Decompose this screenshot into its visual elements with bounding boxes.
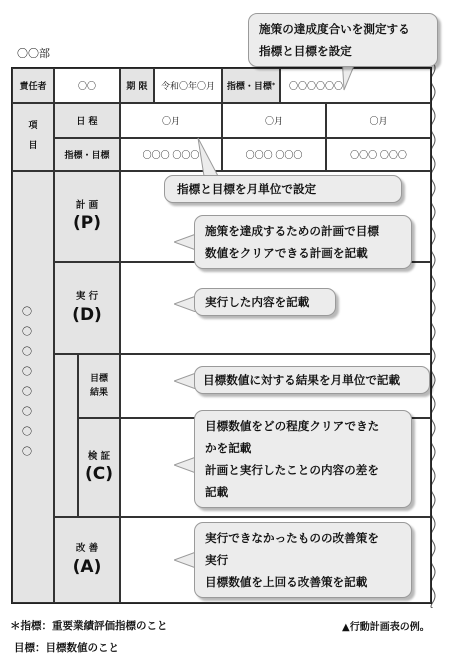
footnote-indicator: ＊指標：重要業績評価指標のこと: [10, 620, 168, 632]
plan-title: 計 画: [75, 199, 99, 211]
monthly-callout-tail: [196, 136, 220, 178]
plan-callout-line-1: 施策を達成するための計画で目標: [205, 224, 379, 238]
activity-dot-6: 〇: [22, 407, 32, 418]
responsible-label: 責任者: [12, 68, 54, 103]
department-label: 〇〇部: [17, 47, 50, 60]
do-title: 実 行: [75, 291, 99, 303]
act-callout-line-1: 実行できなかったものの改善策を: [205, 531, 379, 545]
indicator-value: 〇〇〇〇〇〇: [280, 68, 431, 103]
act-code: (A): [72, 556, 102, 577]
top-callout: [248, 13, 438, 67]
figure-caption: ▲行動計画表の例。: [342, 622, 430, 633]
indicator-label-text: 指標・目標: [226, 82, 272, 92]
top-callout-line-2: 指標と目標を設定: [259, 44, 352, 58]
do-section-label: [54, 262, 120, 354]
responsible-value: 〇〇: [54, 68, 120, 103]
plan-section-label: [54, 171, 120, 262]
check-section-label: [78, 418, 120, 517]
act-title: 改 善: [75, 543, 99, 555]
indicator-cell-1: 〇〇〇 〇〇〇: [120, 138, 222, 171]
schedule-month-2: 〇月: [222, 103, 326, 138]
schedule-month-1: 〇月: [120, 103, 222, 138]
activity-dot-5: 〇: [22, 387, 32, 398]
do-callout: [194, 288, 336, 316]
check-callout-line-4: 記載: [205, 485, 229, 499]
activity-dot-4: 〇: [22, 367, 32, 378]
activity-dot-1: 〇: [22, 307, 32, 318]
schedule-month-3: 〇月: [326, 103, 431, 138]
activity-dot-7: 〇: [22, 427, 32, 438]
indicator-cell-3: 〇〇〇 〇〇〇: [326, 138, 431, 171]
do-callout-line-1: 実行した内容を記載: [205, 295, 310, 309]
top-callout-line-1: 施策の達成度合いを測定する: [259, 22, 410, 36]
activity-dot-8: 〇: [22, 447, 32, 458]
indicator-row-label: 指標・目標: [54, 138, 120, 171]
act-callout: [194, 522, 412, 598]
act-callout-line-3: 目標数値を上回る改善策を記載: [205, 575, 368, 589]
plan-callout-line-2: 数値をクリアできる計画を記載: [205, 246, 368, 260]
check-indent-column: [54, 354, 78, 517]
result-section-label: 目標 結果: [78, 354, 120, 418]
result-callout: [194, 366, 430, 394]
indicator-label: [222, 68, 280, 103]
monthly-callout: [164, 175, 402, 203]
act-callout-line-2: 実行: [205, 553, 229, 567]
monthly-callout-line-1: 指標と目標を月単位で設定: [177, 182, 317, 196]
check-callout-line-1: 目標数値をどの程度クリアできた: [205, 419, 380, 433]
deadline-value: 令和〇年〇月: [154, 68, 222, 103]
plan-code: (P): [73, 213, 101, 234]
check-callout-line-3: 計画と実行したことの内容の差を: [205, 463, 379, 477]
plan-callout: [194, 215, 412, 269]
check-code: (C): [84, 464, 113, 485]
indicator-cell-2: 〇〇〇 〇〇〇: [222, 138, 326, 171]
activity-dot-3: 〇: [22, 347, 32, 358]
items-label: 項 目: [12, 103, 54, 171]
check-callout: [194, 410, 412, 508]
deadline-label: 期 限: [120, 68, 154, 103]
schedule-label: 日 程: [54, 103, 120, 138]
check-callout-line-2: かを記載: [205, 441, 252, 455]
act-section-label: [54, 517, 120, 603]
check-title: 検 証: [87, 450, 111, 462]
footnote-target: 目標：目標数値のこと: [14, 642, 119, 654]
result-callout-line-1: 目標数値に対する結果を月単位で記載: [203, 373, 401, 387]
activity-dot-2: 〇: [22, 327, 32, 338]
do-code: (D): [72, 304, 102, 325]
indicator-asterisk: *: [271, 82, 276, 89]
